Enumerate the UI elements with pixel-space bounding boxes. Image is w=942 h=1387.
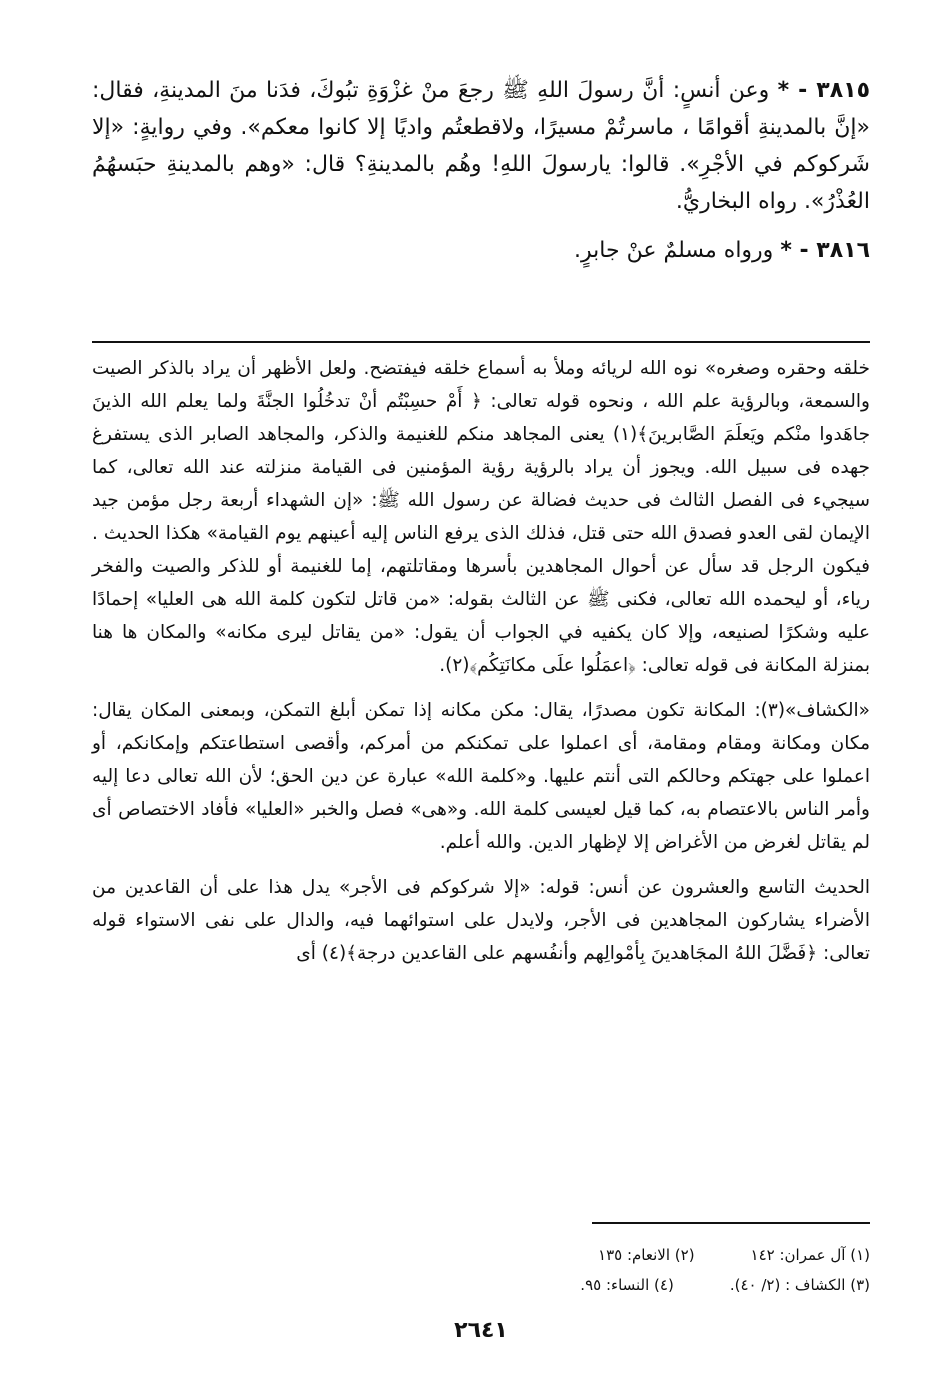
footnote: (٤) النساء: ٩٥. [580,1276,674,1294]
footnote: (٣) الكشاف : (٢/ ٤٠). [729,1276,870,1294]
hadith-number: ٣٨١٦ - * [780,238,870,263]
footnote-divider [592,1222,870,1224]
section-divider [92,341,870,343]
hadith-body: ورواه مسلمٌ عنْ جابرٍ. [574,238,774,263]
footnotes [92,1240,870,1300]
hadith-3816 [92,232,870,269]
footnote-row [92,1240,870,1270]
commentary-block [92,352,870,982]
commentary-paragraph: الحديث التاسع والعشرون عن أنس: قوله: «إلا شركوكم فى الأجر» يدل هذا على أن القاعدين من الأضراء يشاركون المجاهدين فى الأجر، ولايدل على استوائهما فيه، والدال على نفى الاستواء قوله تعالى: ﴿فَضَّلَ اللهُ المجَاهدينَ بِأمْوالِهم وأنفُسهم على القاعدين درجة﴾(٤) أى [92,877,870,964]
footnote: (٢) الانعام: ١٣٥ [598,1246,695,1264]
hadith-text-block [92,72,870,281]
hadith-body: وعن أنسٍ: أنَّ رسولَ اللهِ ﷺ رجعَ منْ غزْوَةِ تبُوكَ، فدَنا منَ المدينةِ، فقال: «إنَّ بالمدينةِ أقوامًا ، ماسرتُمْ مسيرًا، ولاقطعتُم واديًا إلا كانوا معكم». وفي روايةٍ: «إلا شَركوكم في الأجْرِ». قالوا: يارسولَ اللهِ! وهُم بالمدينةِ؟ قال: «وهم بالمدينةِ حبَسهُمُ العُذْرُ». رواه البخاريُّ. [92,78,870,214]
page-number: ٢٦٤١ [454,1318,508,1343]
commentary-paragraph: خلقه وحقره وصغره» نوه الله لريائه وملأ به أسماع خلقه فيفتضح. ولعل الأظهر أن يراد بالذكر الصيت والسمعة، وبالرؤية علم الله ، ونحوه قوله تعالى: ﴿ أَمْ حسِبْتُم أنْ تدخُلُوا الجنَّةَ ولما يعلم الله الذينَ جاهَدوا منْكم ويَعلَمَ الصَّابرينَ﴾(١) يعنى المجاهد منكم للغنيمة والذكر، والمجاهد الصابر الذى يستفرغ جهده فى سبيل الله. ويجوز أن يراد بالرؤية رؤية المؤمنين فى القيامة منزلته عند الله تعالى، كما سيجيء فى الفصل الثالث فى حديث فضالة عن رسول الله ﷺ: «إن الشهداء أربعة رجل مؤمن جيد الإيمان لقى العدو فصدق الله حتى قتل، فذلك الذى يرفع الناس إليه أعينهم يوم القيامة» هكذا الحديث . فيكون الرجل قد سأل عن أحوال المجاهدين بأسرها ومقاتلتهم، إما للغنيمة أو للذكر والصيت والفخر رياء، أو ليحمده الله تعالى، فكنى ﷺ عن الثالث بقوله: «من قاتل لتكون كلمة الله هى العليا» إحمادًا عليه وشكرًا لصنيعه، وإلا كان يكفيه في الجواب أن يقول: «من يقاتل ليرى مكانه» والمكان ها هنا بمنزلة المكانة فى قوله تعالى: ﴿اعمَلُوا علَى مكانَتِكُم﴾(٢). [92,358,871,676]
hadith-number: ٣٨١٥ - * [777,78,870,103]
footnote: (١) آل عمران: ١٤٢ [750,1246,870,1264]
footnote-row [92,1270,870,1300]
commentary-paragraph: «الكشاف»(٣): المكانة تكون مصدرًا، يقال: مكن مكانه إذا تمكن أبلغ التمكن، وبمعنى المكان يقال: مكان ومكانة ومقام ومقامة، أى اعملوا على تمكنكم من أمركم، وأقصى استطاعتكم وإمكانكم، أو اعملوا على جهتكم وحالكم التى أنتم عليها. و«كلمة الله» عبارة عن دين الحق؛ لأن الله تعالى دعا إليه وأمر الناس بالاعتصام به، كما قيل لعيسى كلمة الله. و«هى» فصل والخبر «العليا» فأفاد الاختصاص أى لم يقاتل لغرض من الأغراض إلا لإظهار الدين. والله أعلم. [92,700,870,853]
hadith-3815 [92,72,870,220]
